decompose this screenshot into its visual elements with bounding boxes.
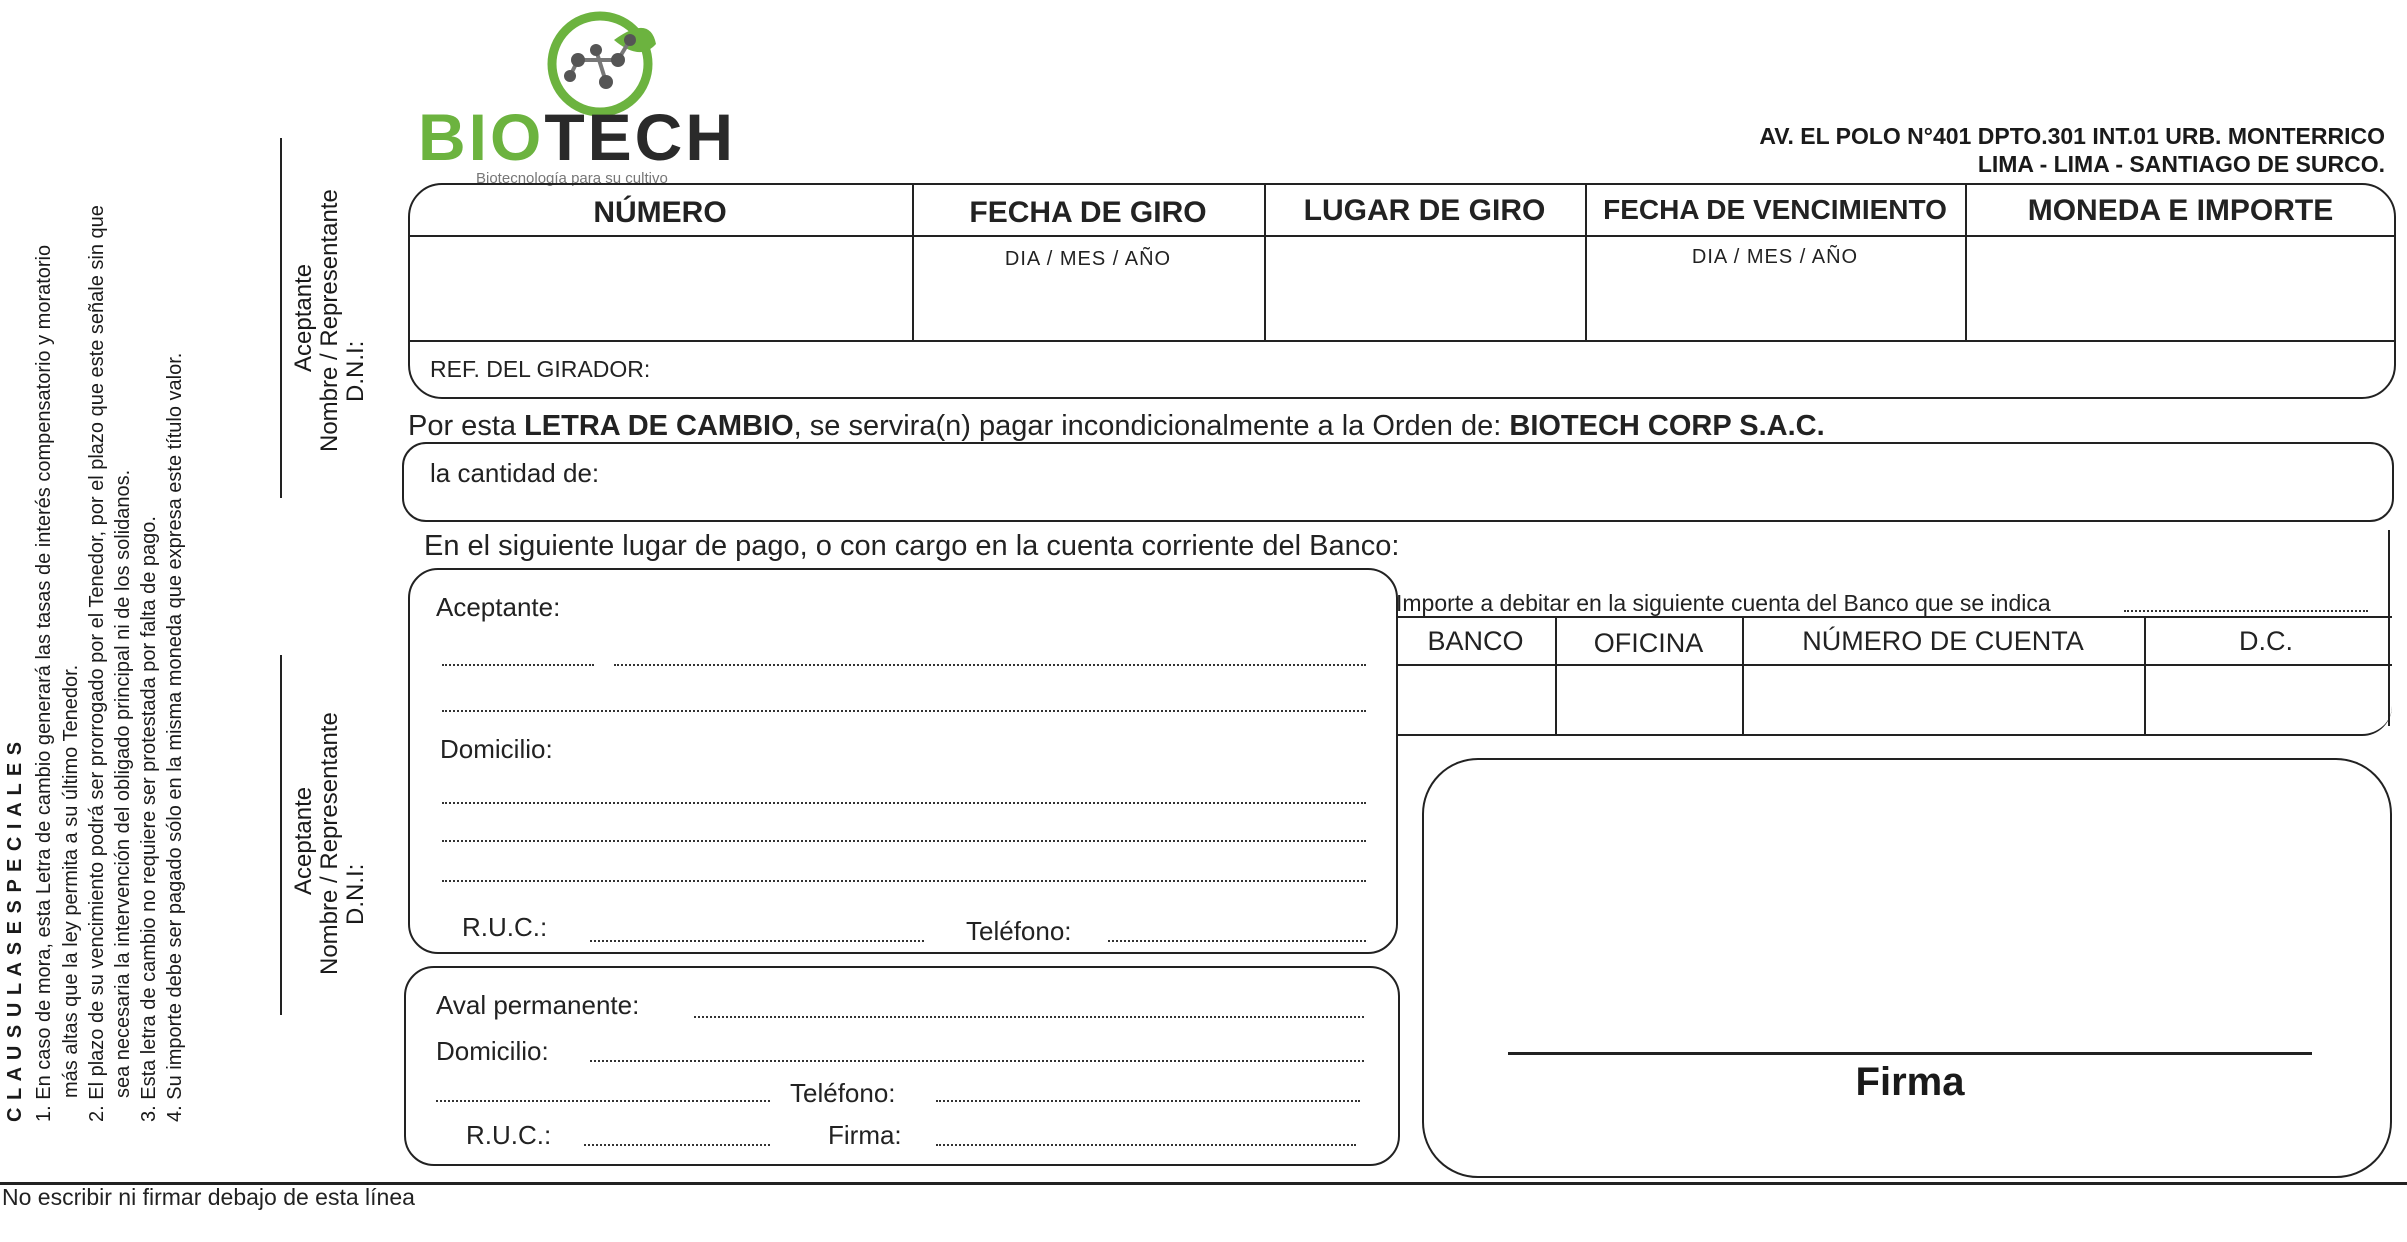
aceptante-line-1b[interactable] [614, 664, 1366, 666]
clause-1-cont: más altas que la ley permita a su último Tenedor. [60, 664, 82, 1098]
order-text-part2: , se servira(n) pagar incondicionalmente a la Orden de: [793, 410, 1510, 442]
aval-firma-field[interactable] [936, 1144, 1356, 1146]
side-aceptante-bottom: Aceptante [290, 786, 317, 895]
logo [418, 10, 778, 187]
bank-header-oficina: OFICINA [1593, 628, 1704, 658]
domicilio-line-1[interactable] [442, 802, 1366, 804]
order-text-bold2: BIOTECH CORP S.A.C. [1509, 410, 1825, 442]
moneda-importe-cell[interactable] [1969, 238, 2392, 338]
side-divider-bottom [280, 655, 282, 1015]
bank-table-header-line [1396, 664, 2392, 666]
fecha-giro-cell[interactable] [916, 276, 1260, 338]
ref-girador-field[interactable] [680, 346, 2370, 392]
brand-bio: BIO [418, 100, 545, 174]
aval-field[interactable] [694, 1016, 1364, 1018]
bank-header-numero-cuenta: NÚMERO DE CUENTA [1802, 626, 2084, 656]
signature-line [1508, 1052, 2312, 1055]
aval-domicilio-field[interactable] [590, 1060, 1364, 1062]
address [1759, 122, 2385, 178]
bank-instruction: Importe a debitar en la siguiente cuenta del Banco que se indica [1396, 590, 2051, 616]
header-fecha-vencimiento: FECHA DE VENCIMIENTO [1603, 194, 1947, 225]
side-dni-bottom: D.N.I: [342, 863, 369, 925]
ruc-label: R.U.C.: [462, 912, 548, 942]
acceptor-box [408, 568, 1398, 954]
clause-2: 2. El plazo de su vencimiento podrá ser prorrogado por el Tenedor, por el plazo que este señale sin que [86, 205, 108, 1122]
amount-field[interactable] [620, 450, 2380, 514]
ruc-field[interactable] [590, 940, 924, 942]
clause-1: 1. En caso de mora, esta Letra de cambio generará las tasas de interés compensatorio y moratorio [33, 244, 55, 1122]
aval-telefono-field[interactable] [936, 1100, 1360, 1102]
domicilio-label: Domicilio: [440, 734, 553, 764]
fecha-giro-hint: DIA / MES / AÑO [1004, 248, 1172, 270]
bank-table-right-edge [2388, 530, 2390, 726]
payment-place-text: En el siguiente lugar de pago, o con cargo en la cuenta corriente del Banco: [424, 530, 1400, 562]
aceptante-line-2[interactable] [442, 710, 1366, 712]
fecha-vencimiento-hint: DIA / MES / AÑO [1691, 246, 1859, 268]
bank-oficina-cell[interactable] [1559, 668, 1739, 730]
address-line2: LIMA - LIMA - SANTIAGO DE SURCO. [1977, 151, 2385, 177]
aval-domicilio-label: Domicilio: [436, 1036, 549, 1066]
domicilio-line-3[interactable] [442, 880, 1366, 882]
header-numero: NÚMERO [593, 196, 727, 229]
order-text-part1: Por esta [408, 410, 525, 442]
brand-tech: TECH [544, 100, 737, 174]
aval-domicilio-line-2[interactable] [436, 1100, 770, 1102]
header-lugar-giro: LUGAR DE GIRO [1303, 194, 1546, 227]
footer-text: No escribir ni firmar debajo de esta línea [2, 1184, 415, 1210]
order-text [408, 410, 1825, 443]
header-moneda-importe: MONEDA E IMPORTE [2027, 194, 2334, 227]
amount-label: la cantidad de: [430, 458, 600, 488]
top-table-body-line [408, 340, 2396, 342]
side-nombre-top: Nombre / Representante [316, 189, 343, 452]
ref-girador-label: REF. DEL GIRADOR: [430, 356, 651, 382]
top-table-header-line [408, 235, 2396, 237]
bank-banco-cell[interactable] [1400, 668, 1552, 730]
aval-label: Aval permanente: [436, 990, 640, 1020]
clause-2-cont: sea necesaria la intervención del obligado principal ni de los solidanos. [112, 469, 134, 1098]
address-line1: AV. EL POLO N°401 DPTO.301 INT.01 URB. MONTERRICO [1759, 123, 2385, 149]
side-dni-top: D.N.I: [342, 340, 369, 402]
clause-3: 3. Esta letra de cambio no requiere ser protestada por falta de pago. [138, 516, 160, 1122]
header-fecha-giro: FECHA DE GIRO [969, 196, 1207, 229]
numero-cell[interactable] [412, 238, 908, 338]
clausulas-title: C L A U S U L A S E S P E C I A L E S [4, 740, 26, 1122]
clause-4: 4. Su importe debe ser pagado sólo en la misma moneda que expresa este título valor. [164, 352, 186, 1122]
aceptante-line-1a[interactable] [442, 664, 594, 666]
bank-header-banco: BANCO [1427, 626, 1524, 656]
bank-header-dc: D.C. [2239, 626, 2293, 656]
bank-dc-cell[interactable] [2148, 668, 2384, 730]
aval-ruc-label: R.U.C.: [466, 1120, 552, 1150]
bank-numero-cuenta-cell[interactable] [1746, 668, 2141, 730]
lugar-giro-cell[interactable] [1268, 238, 1581, 338]
order-text-bold1: LETRA DE CAMBIO [524, 410, 794, 442]
signature-area[interactable] [1508, 800, 2312, 1050]
aceptante-label: Aceptante: [436, 592, 561, 622]
aval-ruc-field[interactable] [584, 1144, 770, 1146]
fecha-vencimiento-cell[interactable] [1589, 276, 1961, 338]
telefono-field[interactable] [1108, 940, 1366, 942]
brand-tagline: Biotecnología para su cultivo [476, 170, 668, 187]
aval-firma-label: Firma: [828, 1120, 902, 1150]
aval-telefono-label: Teléfono: [790, 1078, 896, 1108]
side-nombre-bottom: Nombre / Representante [316, 712, 343, 975]
brand-name [418, 100, 737, 174]
side-aceptante-top: Aceptante [290, 263, 317, 372]
signature-label: Firma [1855, 1060, 1965, 1104]
domicilio-line-2[interactable] [442, 840, 1366, 842]
bank-instruction-dots [2124, 610, 2368, 612]
telefono-label: Teléfono: [966, 916, 1072, 946]
side-divider-top [280, 138, 282, 498]
